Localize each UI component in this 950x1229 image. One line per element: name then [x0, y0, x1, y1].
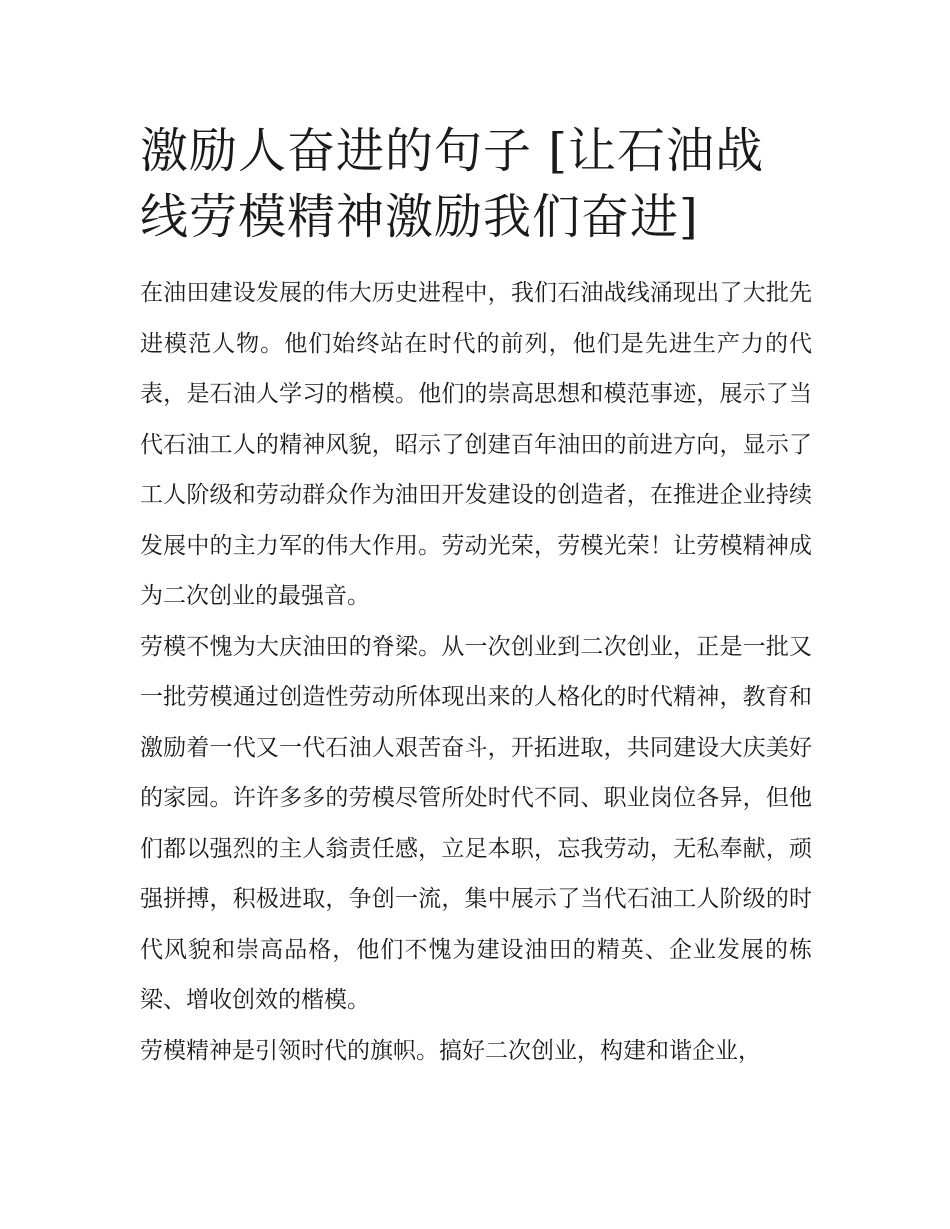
- paragraph-1: 在油田建设发展的伟大历史进程中，我们石油战线涌现出了大批先进模范人物。他们始终站在时代的前列，他们是先进生产力的代表，是石油人学习的楷模。他们的崇高思想和模范事迹，展示了当代石油工人的精神风貌，昭示了创建百年油田的前进方向，显示了工人阶级和劳动群众作为油田开发建设的创造者，在推进企业持续发展中的主力军的伟大作用。劳动光荣，劳模光荣！让劳模精神成为二次创业的最强音。: [140, 280, 812, 609]
- paragraph-3: 劳模精神是引领时代的旗帜。搞好二次创业，构建和谐企业，: [140, 1037, 761, 1064]
- paragraph-2: 劳模不愧为大庆油田的脊梁。从一次创业到二次创业，正是一批又一批劳模通过创造性劳动所体现出来的人格化的时代精神，教育和激励着一代又一代石油人艰苦奋斗，开拓进取，共同建设大庆美好的家园。许许多多的劳模尽管所处时代不同、职业岗位各异，但他们都以强烈的主人翁责任感，立足本职，忘我劳动，无私奉献，顽强拼搏，积极进取，争创一流，集中展示了当代石油工人阶级的时代风貌和崇高品格，他们不愧为建设油田的精英、企业发展的栋梁、增收创效的楷模。: [140, 633, 812, 1013]
- document-title: 激励人奋进的句子 [让石油战线劳模精神激励我们奋进]: [140, 123, 764, 245]
- document-body: [140, 118, 812, 1076]
